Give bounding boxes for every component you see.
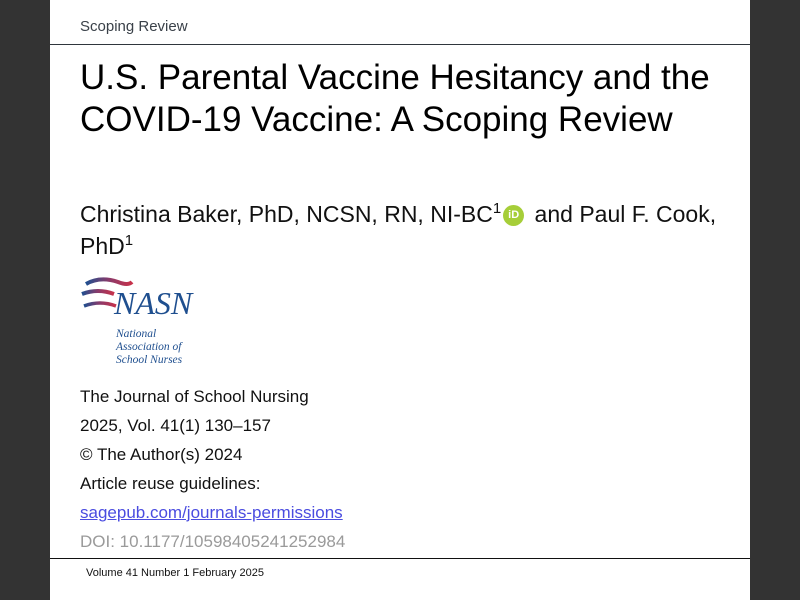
- volume-info: 2025, Vol. 41(1) 130–157: [80, 416, 271, 435]
- running-head: Scoping Review: [80, 18, 188, 35]
- logo-line: National: [116, 328, 157, 340]
- logo-line: Association of: [116, 341, 182, 353]
- author-name: and Paul F. Cook, PhD: [80, 201, 717, 259]
- affiliation-marker: 1: [124, 232, 134, 249]
- issue-footer: Volume 41 Number 1 February 2025: [86, 567, 264, 579]
- doi: DOI: 10.1177/10598405241252984: [80, 532, 346, 551]
- article-title: U.S. Parental Vaccine Hesitancy and the COVID-19 Vaccine: A Scoping Review: [80, 58, 710, 139]
- logo-line: School Nurses: [116, 354, 183, 366]
- permissions-link[interactable]: sagepub.com/journals-permissions: [80, 503, 343, 522]
- header-divider: [50, 44, 750, 45]
- svg-text:NASN: NASN: [114, 285, 193, 321]
- footer-divider: [50, 558, 750, 559]
- logo-subtitle: [116, 328, 182, 367]
- author-list: [80, 198, 720, 262]
- author-name: Christina Baker, PhD, NCSN, RN, NI-BC: [80, 201, 493, 227]
- reuse-label: Article reuse guidelines:: [80, 474, 261, 493]
- article-page: [50, 0, 750, 600]
- journal-name: The Journal of School Nursing: [80, 387, 309, 406]
- copyright: © The Author(s) 2024: [80, 445, 243, 464]
- nasn-logo-mark-icon: [80, 276, 210, 328]
- affiliation-marker: 1: [492, 200, 502, 217]
- publication-info: [80, 382, 345, 556]
- nasn-logo: [80, 276, 210, 371]
- orcid-icon[interactable]: iD: [503, 205, 524, 226]
